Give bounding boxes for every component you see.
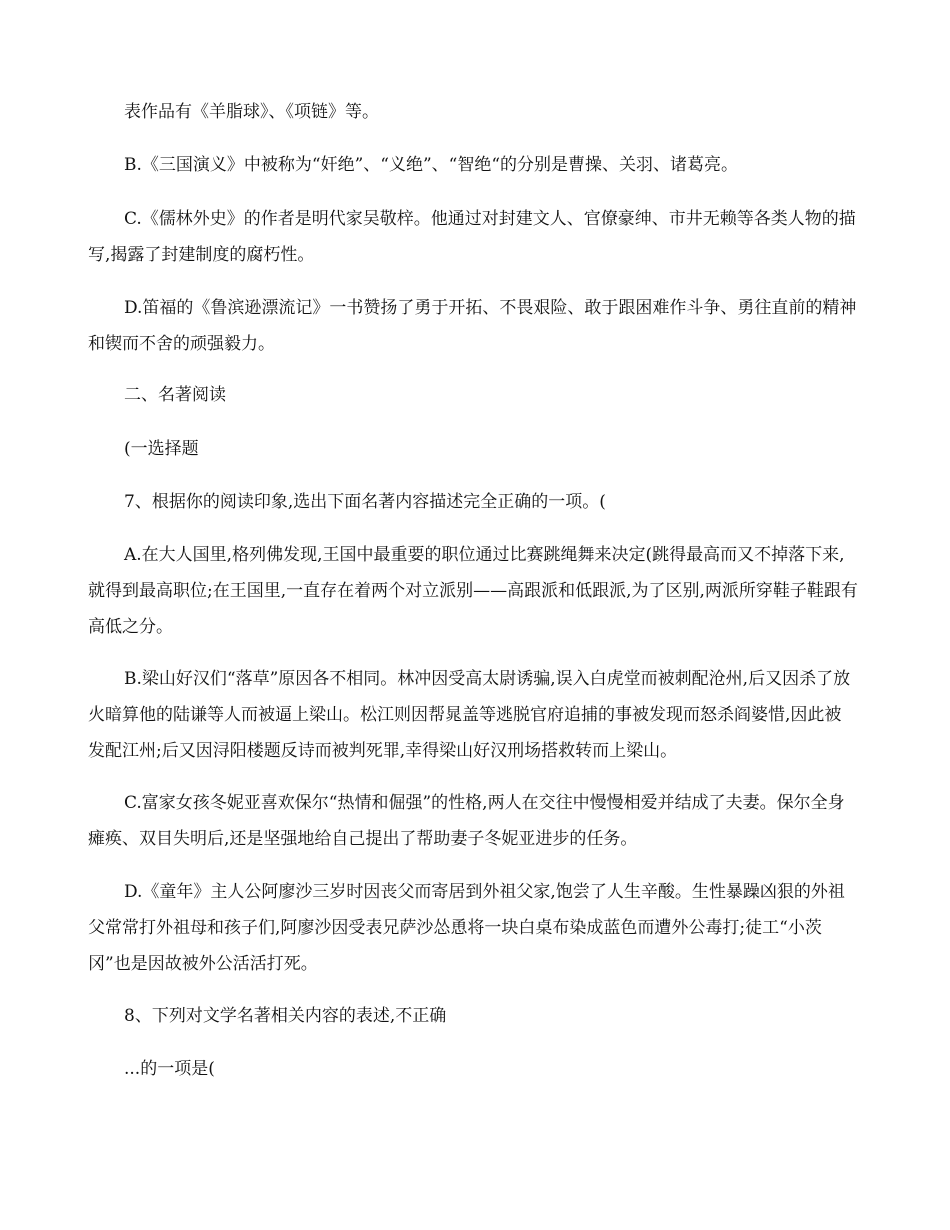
q7-option-c: C.富家女孩冬妮亚喜欢保尔“热情和倔强”的性格,两人在交往中慢慢相爱并结成了夫妻。保尔全身瘫痪、双目失明后,还是坚强地给自己提出了帮助妻子冬妮亚进步的任务。 [88, 793, 845, 849]
q7-option-a: A.在大人国里,格列佛发现,王国中最重要的职位通过比赛跳绳舞来决定(跳得最高而又不掉落下来,就得到最高职位;在王国里,一直存在着两个对立派别——高跟派和低跟派,为了区别,两派所穿鞋子鞋跟有高低之分。 [88, 545, 858, 637]
q7-option-d: D.《童年》主人公阿廖沙三岁时因丧父而寄居到外祖父家,饱尝了人生辛酸。生性暴躁凶狠的外祖父常常打外祖母和孩子们,阿廖沙因受表兄萨沙怂恿将一块白桌布染成蓝色而遭外公毒打;徒工“小茨冈”也是因故被外公活活打死。 [88, 882, 845, 974]
option-b-sanguo: B.《三国演义》中被称为“奸绝”、“义绝”、“智绝“的分别是曹操、关羽、诸葛亮。 [124, 155, 739, 175]
option-c-rulin: C.《儒林外史》的作者是明代家吴敬梓。他通过对封建文人、官僚豪绅、市井无赖等各类人物的描写,揭露了封建制度的腐朽性。 [88, 209, 856, 265]
question-8: 8、下列对文学名著相关内容的表述,不正确 [124, 1006, 447, 1026]
question-8-continued: ...的一项是( [124, 1059, 215, 1079]
paragraph-continuation: 表作品有《羊脂球》、《项链》等。 [124, 102, 379, 122]
question-7: 7、根据你的阅读印象,选出下面名著内容描述完全正确的一项。( [124, 492, 606, 512]
option-d-robinson: D.笛福的《鲁滨逊漂流记》一书赞扬了勇于开拓、不畏艰险、敢于跟困难作斗争、勇往直前的精神和锲而不舍的顽强毅力。 [88, 298, 857, 354]
section-heading: 二、名著阅读 [124, 385, 226, 405]
subsection-heading: (一选择题 [124, 439, 199, 459]
q7-option-b: B.梁山好汉们“落草”原因各不相同。林冲因受高太尉诱骗,误入白虎堂而被刺配沧州,后又因杀了放火暗算他的陆谦等人而被逼上梁山。松江则因帮晁盖等逃脱官府追捕的事被发现而怒杀阎婆惜,因此被发配江州;后又因浔阳楼题反诗而被判死罪,幸得梁山好汉刑场搭救转而上梁山。 [88, 669, 851, 761]
